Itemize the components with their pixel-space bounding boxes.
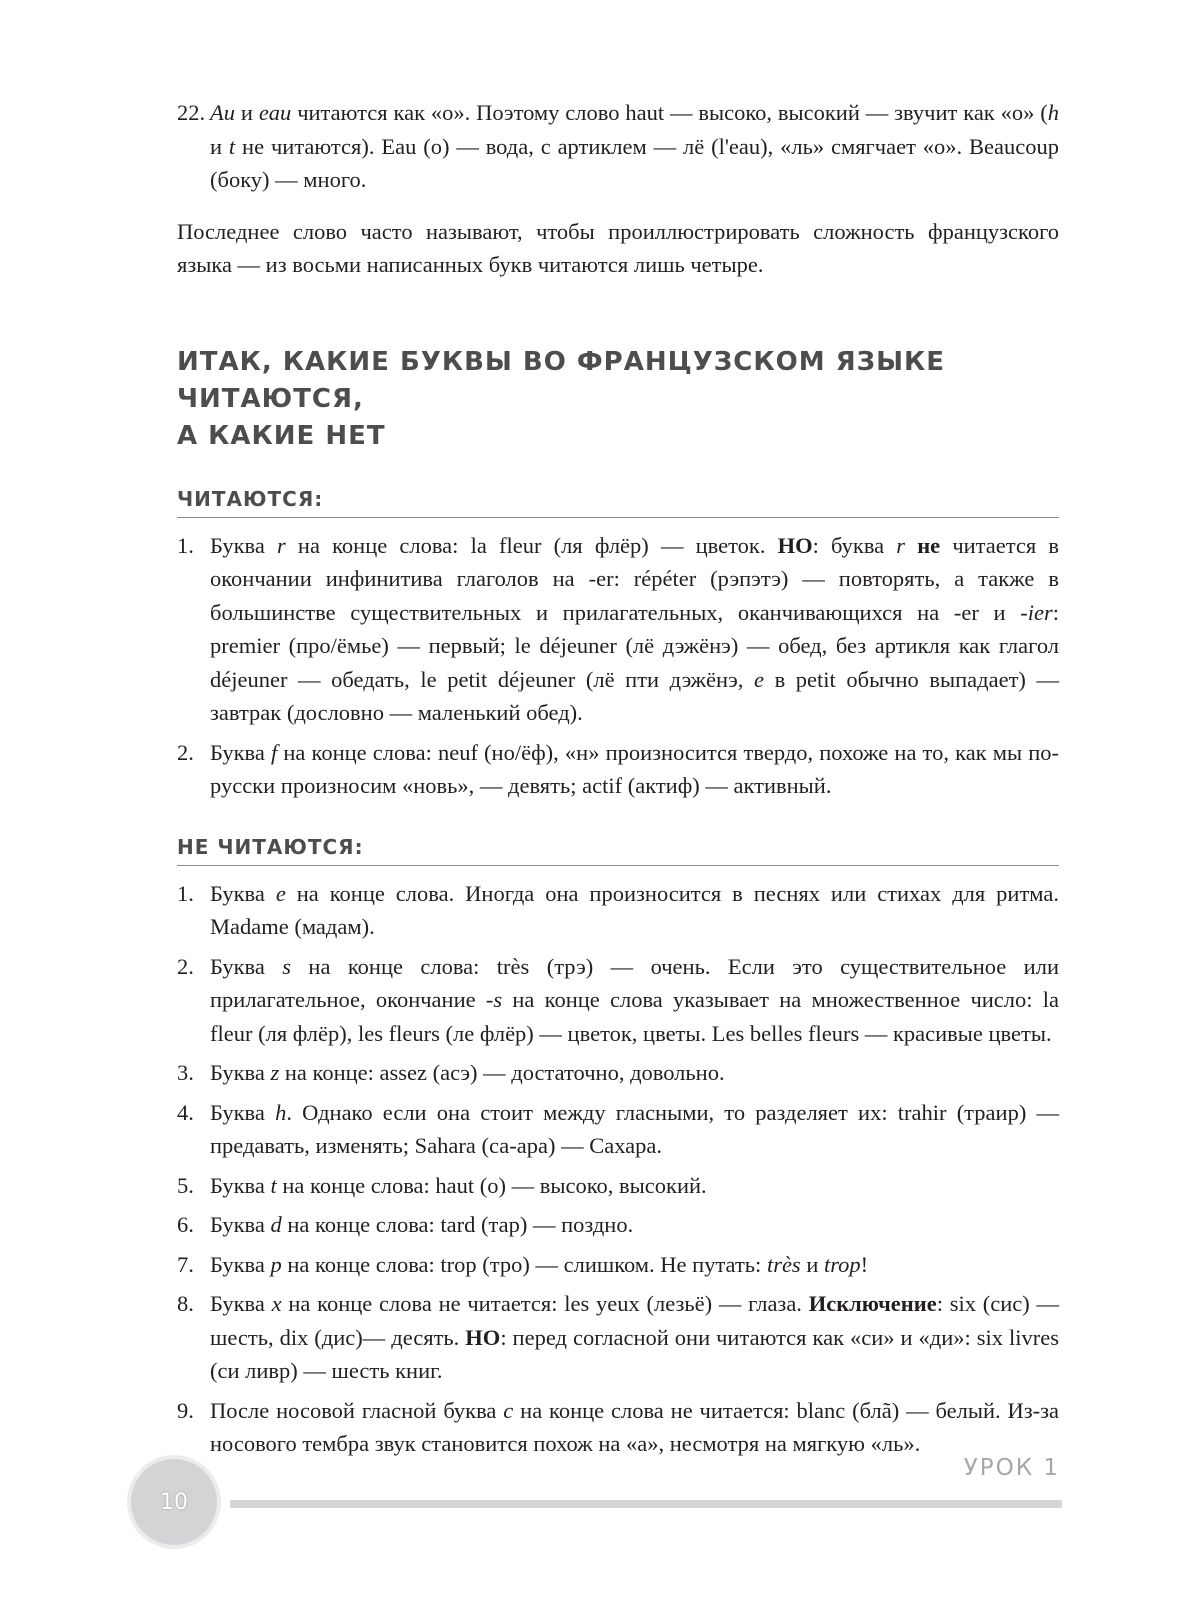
text-run: . Однако если она стоит между гласными, то разделяет их: trahir (траир) — предавать, изменять; Sahara (са-ара) — Сахара. — [210, 1099, 1060, 1158]
bold-run: не — [917, 532, 941, 558]
text-run: на конце слова указывает на множественное число: la fleur (ля флёр), les fleurs (ле флёр) — цветок, цветы. Les belles fleurs — красивые цветы. — [210, 987, 1059, 1046]
list-item — [177, 1287, 1059, 1388]
text-run: : premier (про/ёмье) — первый; le déjeuner (лё дэжёнэ) — обед, без артикля как глагол déjeuner — обедать, le petit déjeuner (лё пти дэжёнэ, — [210, 599, 1059, 692]
text-run: и — [210, 133, 229, 159]
list-item-text — [210, 877, 1059, 944]
read-heading: ЧИТАЮТСЯ: — [177, 485, 1059, 518]
chapter-label: УРОК 1 — [963, 1455, 1060, 1481]
italic-run: s — [282, 953, 292, 979]
italic-run: x — [271, 1291, 282, 1316]
page-number: 10 — [160, 1489, 188, 1515]
list-item — [177, 736, 1059, 803]
italic-run: e — [275, 880, 286, 906]
list-item-number: 2. — [177, 739, 194, 765]
text-run: не читаются). Eau (о) — вода, с артиклем — лё (l'eau), «ль» смягчает «о». Beaucoup (боку) — много. — [210, 133, 1059, 192]
list-item-text — [210, 1169, 1059, 1203]
text-run: После носовой гласной буква — [210, 1397, 504, 1423]
text-run: Буква — [210, 1251, 271, 1277]
text-run: ! — [860, 1251, 869, 1277]
section-title-line-1: ИТАК, КАКИЕ БУКВЫ ВО ФРАНЦУЗСКОМ ЯЗЫКЕ ЧИТАЮТСЯ, — [177, 346, 946, 414]
footer-rule — [230, 1500, 1062, 1508]
text-run: на конце слова. Иногда она произносится в песнях или стихах для ритма. Madame (мадам). — [210, 880, 1059, 939]
text-run: на конце слова: neuf (но/ёф), «н» произносится твердо, похоже на то, как мы по-русски произносим «новь», — девять; actif (актиф) — активный. — [210, 739, 1060, 798]
text-run: Буква — [210, 532, 278, 558]
section-title — [177, 344, 1059, 455]
bold-run: Исключение — [808, 1291, 937, 1316]
text-run — [905, 533, 917, 558]
text-run: Буква — [210, 1060, 271, 1085]
italic-run: d — [270, 1212, 282, 1237]
italic-run: r — [896, 532, 906, 558]
text-run: в petit обычно выпадает) — завтрак (дословно — маленький обед). — [210, 666, 1059, 725]
text-run: на конце слова: tard (тар) — поздно. — [281, 1212, 634, 1237]
list-item-number: 9. — [177, 1397, 194, 1423]
intro-item — [177, 96, 1059, 197]
italic-run: ier — [1027, 599, 1053, 625]
text-run: и — [235, 100, 259, 125]
list-item — [177, 1248, 1059, 1282]
intro-number: 22. — [177, 100, 206, 125]
list-item-text — [210, 1394, 1059, 1461]
list-item-number: 2. — [177, 953, 194, 979]
text-run: Буква — [210, 1172, 271, 1198]
text-run: на конце слова: trop (тро) — слишком. Не путать: — [281, 1251, 767, 1277]
bold-run: НО — [777, 532, 813, 558]
list-item — [177, 529, 1059, 730]
list-item — [177, 877, 1059, 944]
list-item-number: 7. — [177, 1251, 194, 1277]
text-run: : буква — [812, 532, 897, 558]
text-run: : six (сис) — шесть, dix (дис)— десять. — [210, 1291, 1060, 1350]
list-item — [177, 1208, 1059, 1242]
italic-run: r — [277, 532, 286, 558]
text-run: читаются как «о». Поэтому слово haut — высоко, высокий — звучит как «о» ( — [291, 100, 1048, 125]
text-run: : перед согласной они читаются как «си» и «ди»: six livres (си ливр) — шесть книг. — [210, 1324, 1060, 1383]
text-run: и — [800, 1251, 824, 1277]
italic-run: Au — [210, 100, 235, 125]
text-run: Буква — [210, 953, 283, 979]
text-run: Буква — [210, 739, 271, 765]
italic-run: f — [271, 739, 278, 765]
list-item-number: 1. — [177, 532, 194, 558]
italic-run: p — [270, 1251, 282, 1277]
list-item — [177, 1169, 1059, 1203]
list-item — [177, 1394, 1059, 1461]
list-item-text — [210, 736, 1059, 803]
italic-run: t — [270, 1172, 277, 1198]
list-item-text — [210, 1208, 1059, 1242]
list-item-text — [210, 1287, 1059, 1388]
list-item-number: 1. — [177, 880, 194, 906]
text-run: Буква — [210, 1099, 276, 1125]
text-run: на конце слова не читается: les yeux (лезьё) — глаза. — [281, 1291, 809, 1316]
text-run: на конце: assez (асэ) — достаточно, довольно. — [279, 1060, 725, 1085]
text-run: на конце слова: la fleur (ля флёр) — цветок. — [285, 532, 778, 558]
italic-run: h — [1047, 100, 1059, 125]
list-item — [177, 950, 1059, 1051]
italic-run: c — [503, 1397, 514, 1423]
list-item-number: 5. — [177, 1172, 194, 1198]
list-item-text — [210, 1096, 1059, 1163]
intro-text — [210, 96, 1059, 197]
list-item-text — [210, 529, 1059, 730]
text-run: Буква — [210, 880, 276, 906]
italic-run: trop — [823, 1251, 861, 1277]
list-item — [177, 1096, 1059, 1163]
italic-run: h — [275, 1099, 287, 1125]
text-run: на конце слова: haut (о) — высоко, высокий. — [276, 1172, 707, 1198]
list-item — [177, 1056, 1059, 1090]
page-content — [177, 96, 1059, 1461]
text-run: на конце слова: très (трэ) — очень. Если это существительное или прилагательное, окончание - — [210, 953, 1059, 1012]
italic-run: s — [493, 987, 503, 1012]
list-item-number: 4. — [177, 1099, 194, 1125]
intro-note: Последнее слово часто называют, чтобы проиллюстрировать сложность французского языка — из восьми написанных букв читаются лишь четыре. — [177, 218, 1059, 277]
bold-run: НО — [465, 1324, 501, 1350]
italic-run: eau — [258, 100, 292, 125]
list-item-number: 6. — [177, 1212, 194, 1237]
text-run: на конце слова не читается: blanc (блã) — белый. Из-за носового тембра звук становится похож на «а», несмотря на мягкую «ль». — [210, 1397, 1059, 1456]
list-item-number: 8. — [177, 1291, 194, 1316]
list-item-number: 3. — [177, 1060, 194, 1085]
italic-run: z — [270, 1060, 280, 1085]
list-item-text — [210, 1248, 1059, 1282]
italic-run: très — [766, 1251, 801, 1277]
read-list — [177, 529, 1059, 803]
list-item-text — [210, 1056, 1059, 1090]
text-run: Буква — [210, 1212, 271, 1237]
list-item-text — [210, 950, 1059, 1051]
not-read-list — [177, 877, 1059, 1461]
text-run: читается в окончании инфинитива глаголов на -er: répéter (рэпэтэ) — повторять, а также в большинстве существительных и прилагательных, оканчивающихся на -er и - — [210, 532, 1059, 625]
italic-run: t — [228, 133, 236, 159]
page-number-badge — [131, 1459, 217, 1545]
text-run: Буква — [210, 1291, 272, 1316]
italic-run: e — [753, 666, 764, 692]
not-read-heading: НЕ ЧИТАЮТСЯ: — [177, 833, 1059, 866]
section-title-line-2: А КАКИЕ НЕТ — [177, 420, 386, 451]
